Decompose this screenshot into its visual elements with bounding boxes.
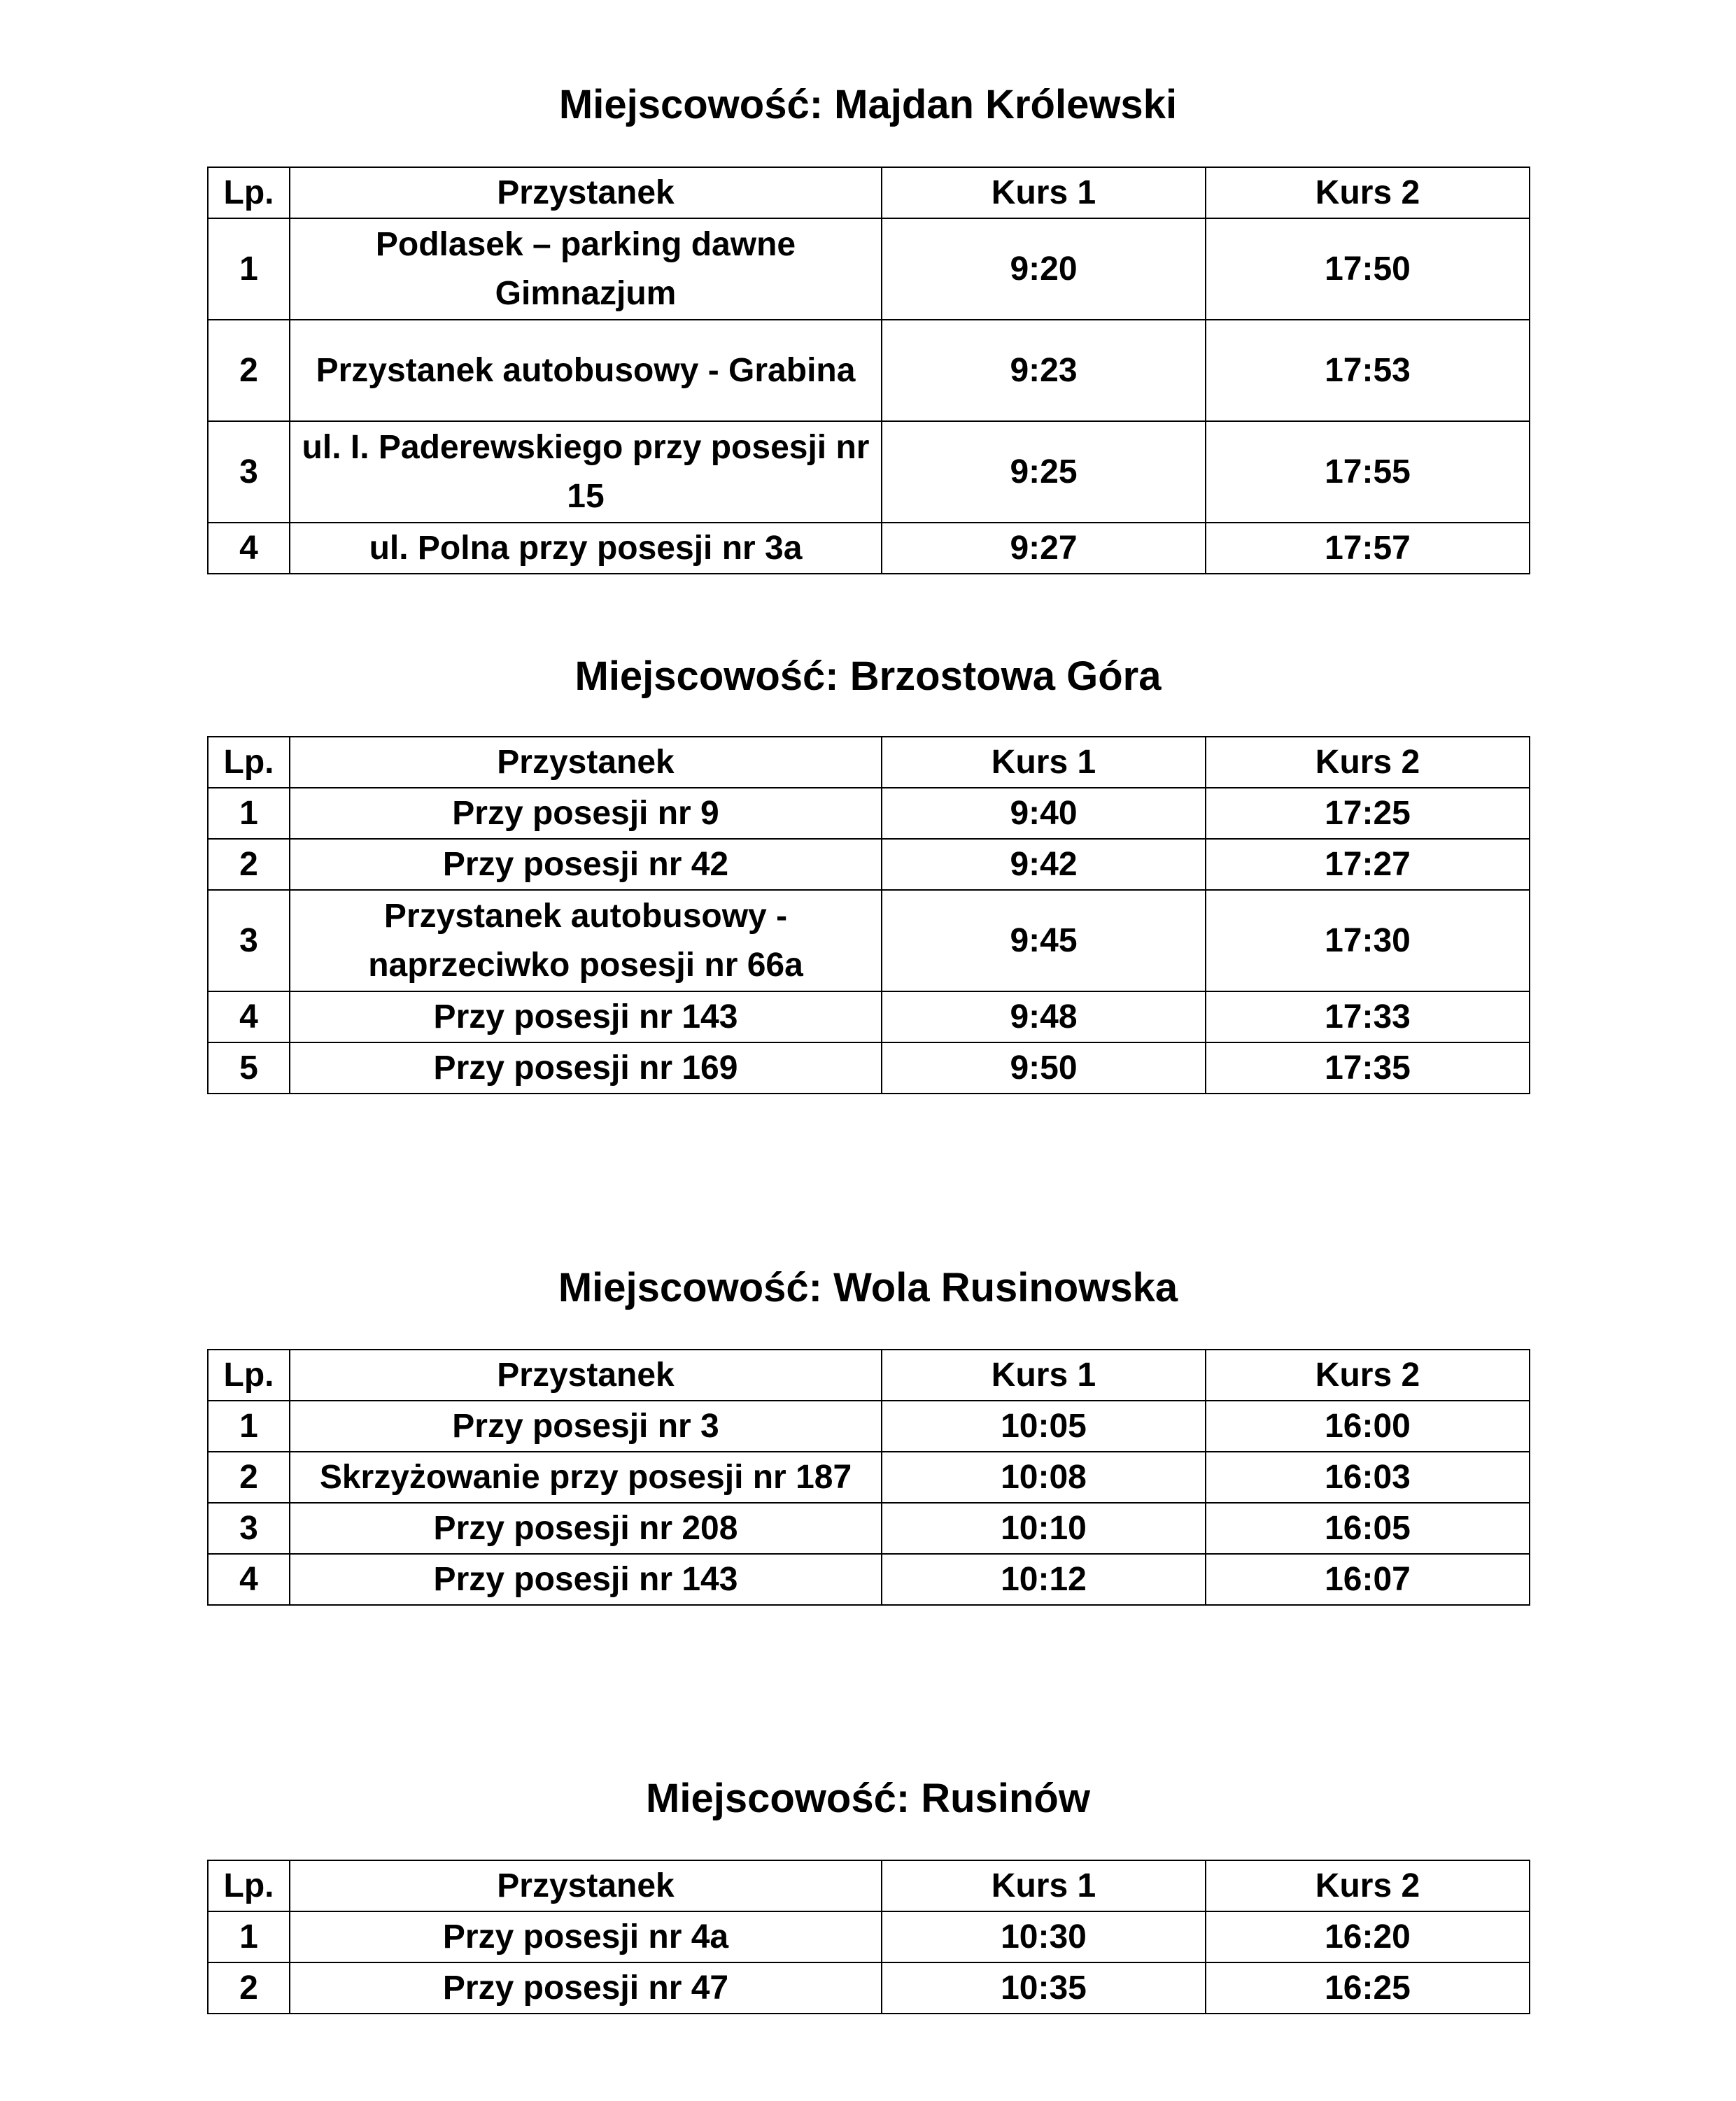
- cell-lp: 1: [208, 1911, 290, 1962]
- table-row: [208, 1042, 1530, 1094]
- cell-stop: ul. Polna przy posesji nr 3a: [290, 523, 882, 574]
- cell-stop: Skrzyżowanie przy posesji nr 187: [290, 1452, 882, 1503]
- cell-lp: 4: [208, 991, 290, 1042]
- header-lp: Lp.: [208, 167, 290, 218]
- cell-stop: Przystanek autobusowy - naprzeciwko posesji nr 66a: [290, 890, 882, 991]
- cell-kurs2: 17:25: [1206, 788, 1530, 839]
- cell-kurs1: 9:40: [882, 788, 1206, 839]
- cell-lp: 1: [208, 1401, 290, 1452]
- cell-stop: Przy posesji nr 42: [290, 839, 882, 890]
- cell-kurs1: 10:08: [882, 1452, 1206, 1503]
- cell-kurs1: 9:50: [882, 1042, 1206, 1094]
- table-row: [208, 218, 1530, 320]
- cell-kurs1: 9:20: [882, 218, 1206, 320]
- cell-stop: Przy posesji nr 9: [290, 788, 882, 839]
- table-row: [208, 320, 1530, 421]
- header-lp: Lp.: [208, 1860, 290, 1911]
- cell-stop: Przy posesji nr 143: [290, 1554, 882, 1605]
- cell-stop: Podlasek – parking dawne Gimnazjum: [290, 218, 882, 320]
- cell-stop: ul. I. Paderewskiego przy posesji nr 15: [290, 421, 882, 523]
- cell-kurs1: 9:25: [882, 421, 1206, 523]
- header-stop: Przystanek: [290, 1860, 882, 1911]
- table-header-row: [208, 737, 1530, 788]
- cell-kurs2: 16:20: [1206, 1911, 1530, 1962]
- section-title: Miejscowość: Majdan Królewski: [558, 82, 1178, 127]
- header-kurs1: Kurs 1: [882, 1350, 1206, 1401]
- table-row: [208, 1554, 1530, 1605]
- cell-kurs1: 9:42: [882, 839, 1206, 890]
- cell-lp: 3: [208, 890, 290, 991]
- table-row: [208, 523, 1530, 574]
- header-kurs1: Kurs 1: [882, 737, 1206, 788]
- cell-kurs2: 17:33: [1206, 991, 1530, 1042]
- cell-kurs2: 17:57: [1206, 523, 1530, 574]
- header-kurs2: Kurs 2: [1206, 167, 1530, 218]
- cell-kurs1: 10:12: [882, 1554, 1206, 1605]
- header-kurs1: Kurs 1: [882, 167, 1206, 218]
- cell-stop: Przy posesji nr 47: [290, 1962, 882, 2014]
- cell-kurs2: 17:35: [1206, 1042, 1530, 1094]
- table-row: [208, 1401, 1530, 1452]
- header-kurs2: Kurs 2: [1206, 1350, 1530, 1401]
- cell-lp: 4: [208, 1554, 290, 1605]
- cell-stop: Przy posesji nr 208: [290, 1503, 882, 1554]
- table-header-row: [208, 1350, 1530, 1401]
- cell-kurs1: 9:48: [882, 991, 1206, 1042]
- cell-lp: 2: [208, 1962, 290, 2014]
- header-kurs2: Kurs 2: [1206, 1860, 1530, 1911]
- cell-kurs2: 17:53: [1206, 320, 1530, 421]
- timetable: [207, 736, 1530, 1094]
- table-row: [208, 1452, 1530, 1503]
- table-row: [208, 1503, 1530, 1554]
- cell-kurs2: 16:00: [1206, 1401, 1530, 1452]
- cell-kurs2: 16:25: [1206, 1962, 1530, 2014]
- cell-kurs1: 9:23: [882, 320, 1206, 421]
- table-row: [208, 890, 1530, 991]
- header-stop: Przystanek: [290, 167, 882, 218]
- cell-kurs2: 17:30: [1206, 890, 1530, 991]
- cell-lp: 1: [208, 788, 290, 839]
- header-stop: Przystanek: [290, 737, 882, 788]
- cell-kurs1: 10:35: [882, 1962, 1206, 2014]
- header-stop: Przystanek: [290, 1350, 882, 1401]
- table-row: [208, 991, 1530, 1042]
- table-row: [208, 421, 1530, 523]
- table-row: [208, 1911, 1530, 1962]
- cell-lp: 2: [208, 1452, 290, 1503]
- cell-kurs1: 10:30: [882, 1911, 1206, 1962]
- cell-kurs2: 17:55: [1206, 421, 1530, 523]
- table-header-row: [208, 1860, 1530, 1911]
- header-lp: Lp.: [208, 737, 290, 788]
- cell-kurs2: 16:05: [1206, 1503, 1530, 1554]
- cell-stop: Przy posesji nr 169: [290, 1042, 882, 1094]
- section-title: Miejscowość: Rusinów: [646, 1776, 1090, 1821]
- cell-kurs1: 10:10: [882, 1503, 1206, 1554]
- cell-lp: 1: [208, 218, 290, 320]
- section-title: Miejscowość: Wola Rusinowska: [558, 1265, 1178, 1310]
- cell-lp: 2: [208, 320, 290, 421]
- cell-lp: 3: [208, 421, 290, 523]
- cell-kurs2: 16:03: [1206, 1452, 1530, 1503]
- table-header-row: [208, 167, 1530, 218]
- cell-stop: Przy posesji nr 3: [290, 1401, 882, 1452]
- table-row: [208, 788, 1530, 839]
- section-title: Miejscowość: Brzostowa Góra: [574, 653, 1162, 699]
- cell-stop: Przy posesji nr 4a: [290, 1911, 882, 1962]
- cell-kurs1: 9:27: [882, 523, 1206, 574]
- cell-lp: 3: [208, 1503, 290, 1554]
- cell-lp: 5: [208, 1042, 290, 1094]
- header-kurs1: Kurs 1: [882, 1860, 1206, 1911]
- timetable: [207, 1349, 1530, 1606]
- cell-kurs2: 17:50: [1206, 218, 1530, 320]
- timetable: [207, 1860, 1530, 2014]
- cell-stop: Przystanek autobusowy - Grabina: [290, 320, 882, 421]
- cell-kurs2: 17:27: [1206, 839, 1530, 890]
- timetable: [207, 167, 1530, 574]
- header-lp: Lp.: [208, 1350, 290, 1401]
- cell-lp: 4: [208, 523, 290, 574]
- table-row: [208, 839, 1530, 890]
- cell-kurs2: 16:07: [1206, 1554, 1530, 1605]
- table-row: [208, 1962, 1530, 2014]
- header-kurs2: Kurs 2: [1206, 737, 1530, 788]
- cell-lp: 2: [208, 839, 290, 890]
- cell-kurs1: 10:05: [882, 1401, 1206, 1452]
- cell-stop: Przy posesji nr 143: [290, 991, 882, 1042]
- cell-kurs1: 9:45: [882, 890, 1206, 991]
